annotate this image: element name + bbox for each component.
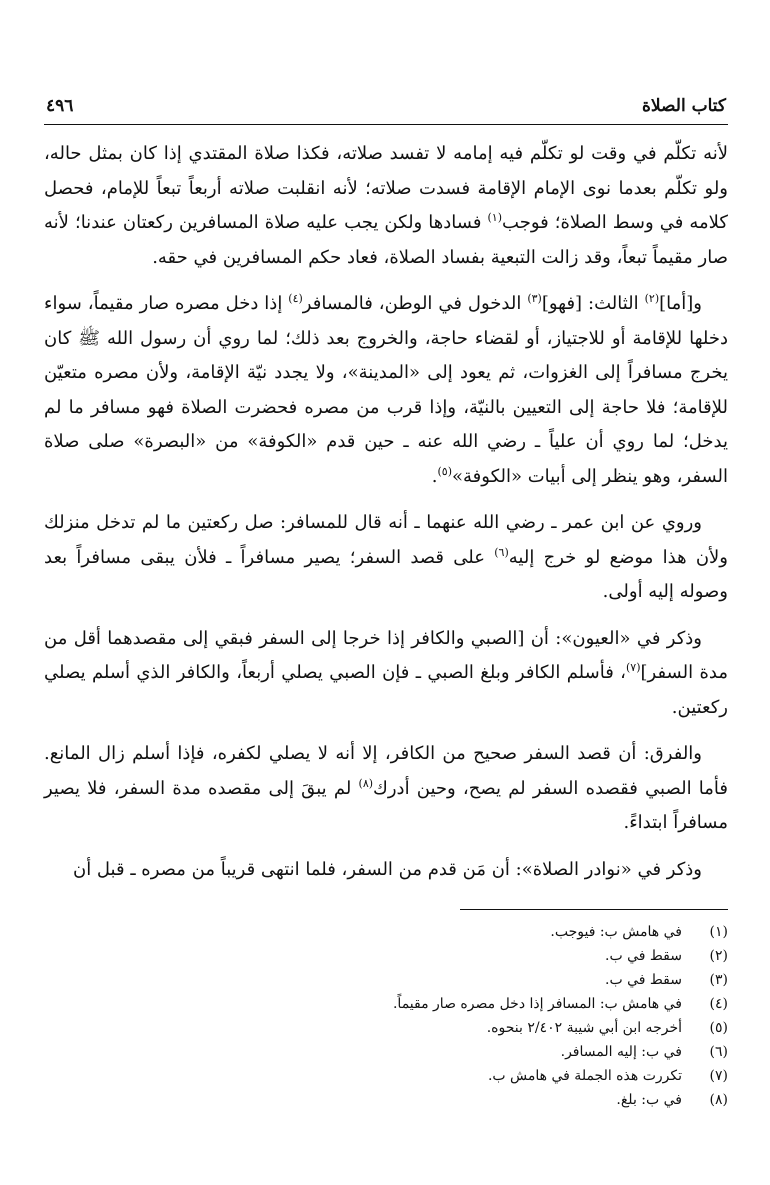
footnote-ref: (٣) <box>527 292 542 305</box>
text-run: الدخول في الوطن، فالمسافر <box>302 293 528 314</box>
footnote-item <box>44 1016 728 1040</box>
text-run: و[أما] <box>659 293 702 314</box>
footnote-ref: (٥) <box>437 464 452 478</box>
text-run: إذا دخل مصره صار مقيماً، سواء دخلها للإقامة أو للاجتياز، أو لقضاء حاجة، والخروج بعد ذلك؛ لما روي أن رسول الله ﷺ كان يخرج مسافراً إلى الغزوات، ثم يعود إلى «المدينة»، ولا يجدد نيّة الإقامة، ولأن مصره متعيّن للإقامة؛ فلا حاجة إلى التعيين بالنيّة، وإذا قرب من مصره فحضرت الصلاة فهو مسافر ما لم يدخل؛ لما روي أن علياً ـ رضي الله عنه ـ حين قدم «الكوفة» من «البصرة» صلى صلاة السفر، وهو ينظر إلى أبيات «الكوفة» <box>44 293 728 487</box>
footnote-text: في ب: بلغ. <box>616 1092 682 1108</box>
paragraph <box>44 137 728 275</box>
paragraph <box>44 506 728 610</box>
paragraph <box>44 737 728 841</box>
footnote-item <box>44 1088 728 1112</box>
text-run: لم يبقَ إلى مقصده مدة السفر، فلا يصير مسافراً ابتداءً. <box>44 777 728 833</box>
footnote-number: (١) <box>709 924 728 940</box>
text-run: على قصد السفر؛ يصير مسافراً ـ فلأن يبقى مسافراً بعد وصوله إليه أولى. <box>44 546 728 602</box>
footnote-item <box>44 1040 728 1064</box>
main-text <box>44 137 728 887</box>
footnote-number: (٢) <box>709 948 728 964</box>
footnote-number: (٥) <box>709 1020 728 1036</box>
text-run: ، فأسلم الكافر وبلغ الصبي ـ فإن الصبي يصلي أربعاً، والكافر الذي أسلم يصلي ركعتين. <box>44 662 728 718</box>
header-rule <box>44 124 728 125</box>
footnote-text: في هامش ب: فيوجب. <box>550 924 682 940</box>
footnote-number: (٨) <box>709 1092 728 1108</box>
paragraph <box>44 622 728 726</box>
footnote-item <box>44 968 728 992</box>
text-run: . <box>431 465 438 487</box>
footnote-ref: (٦) <box>494 545 509 559</box>
paragraph <box>44 287 728 494</box>
footnote-ref: (٨) <box>358 776 374 790</box>
footnote-ref: (٤) <box>288 292 303 305</box>
book-title: كتاب الصلاة <box>641 96 726 116</box>
footnote-number: (٤) <box>709 996 728 1012</box>
text-run: وذكر في «العيون»: أن [الصبي والكافر إذا خرجا إلى السفر فبقي إلى مقصدهما أقل من مدة السفر] <box>44 627 728 683</box>
footnote-text: سقط في ب. <box>605 972 682 988</box>
footnote-ref: (٢) <box>644 292 660 305</box>
footnote-text: تكررت هذه الجملة في هامش ب. <box>487 1068 682 1084</box>
footnote-text: سقط في ب. <box>605 948 682 964</box>
footnote-number: (٧) <box>709 1068 728 1084</box>
footnote-text: في هامش ب: المسافر إذا دخل مصره صار مقيماً. <box>392 996 682 1012</box>
footnote-item <box>44 920 728 944</box>
footnote-item <box>44 992 728 1016</box>
footnote-number: (٣) <box>709 972 728 988</box>
text-run: والفرق: أن قصد السفر صحيح من الكافر، إلا أنه لا يصلي لكفره، فإذا أسلم زال المانع. فأما الصبي فقصده السفر لم يصح، وحين أدرك <box>44 743 728 799</box>
text-run: الثالث: [فهو] <box>541 293 645 314</box>
footnote-item <box>44 1064 728 1088</box>
book-page <box>44 96 728 1112</box>
footnote-ref: (٧) <box>625 661 641 674</box>
text-run: وذكر في «نوادر الصلاة»: أن مَن قدم من السفر، فلما انتهى قريباً من مصره ـ قبل أن <box>72 858 702 880</box>
footnote-text: في ب: إليه المسافر. <box>560 1044 682 1060</box>
text-run: وروي عن ابن عمر ـ رضي الله عنهما ـ أنه قال للمسافر: صل ركعتين ما لم تدخل منزلك ولأن هذا موضع لو خرج إليه <box>44 512 729 568</box>
footnote-rule <box>460 909 728 910</box>
footnote-number: (٦) <box>709 1044 728 1060</box>
paragraph <box>44 853 728 888</box>
text-run: فسادها ولكن يجب عليه صلاة المسافرين ركعتان عندنا؛ لأنه صار مقيماً تبعاً، وقد زالت التبعية بفساد الصلاة، فعاد حكم المسافرين في حقه. <box>44 212 728 268</box>
text-run: لأنه تكلّم في وقت لو تكلّم فيه إمامه لا تفسد صلاته، فكذا صلاة المقتدي إذا كان بمثل حاله، ولو تكلّم بعدما نوى الإمام الإقامة فسدت صلاته؛ لأنه انقلبت صلاته أربعاً تبعاً للإمام، فحصل كلامه في وسط الصلاة؛ فوجب <box>44 143 728 233</box>
footnote-text: أخرجه ابن أبي شيبة ٢/٤٠٢ بنحوه. <box>486 1020 682 1036</box>
footnote-ref: (١) <box>487 211 503 224</box>
footnotes <box>44 920 728 1112</box>
page-number: ٤٩٦ <box>46 96 74 116</box>
page-header <box>44 96 728 124</box>
footnote-item <box>44 944 728 968</box>
